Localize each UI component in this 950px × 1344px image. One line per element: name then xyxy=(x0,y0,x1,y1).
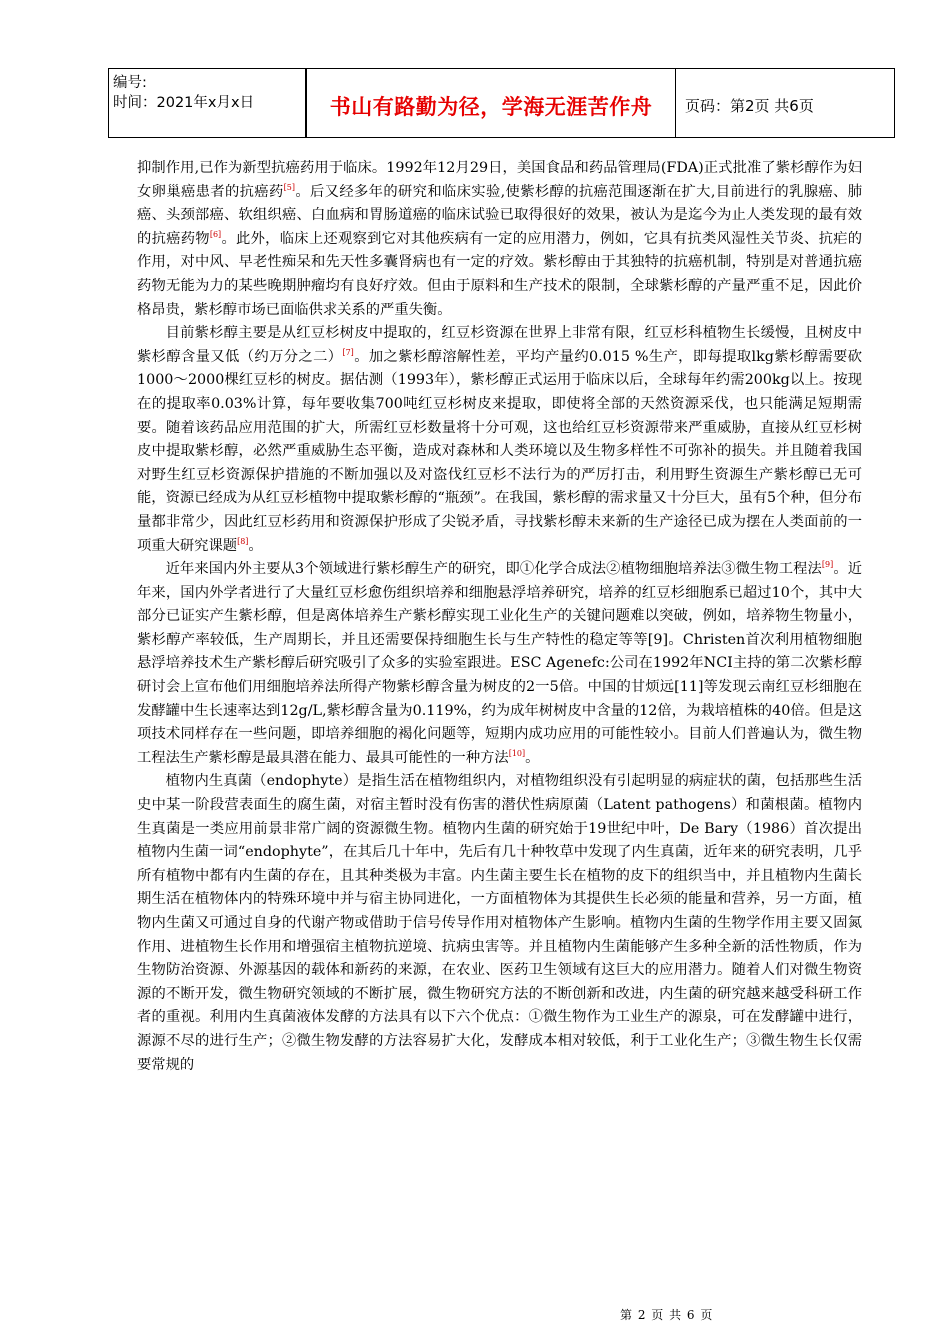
citation: [7] xyxy=(342,347,354,357)
paragraph-text: 。 xyxy=(248,537,263,554)
number-label: 编号: xyxy=(113,75,147,91)
paragraph-text: 。后又经多年的研究和临床实验,使紫杉醇的抗癌范围逐渐在扩大,目前进行的乳腺癌、肺癌、头颈部癌、软组织癌、白血病和胃肠道癌的临床试验已取得很好的效果，被认为是迄今为止人类发现的最有效的抗癌药物 xyxy=(137,183,863,247)
paragraph-text: 抑制作用,已作为新型抗癌药用于临床。1992年12月29日，美国食品和药品管理局(FDA)正式批准了紫杉醇作为妇女卵巢癌患者的抗癌药 xyxy=(137,160,862,200)
header-page-label: 页码：第2页 共6页 xyxy=(685,97,814,115)
paragraph-4: 植物内生真菌（endophyte）是指生活在植物组织内，对植物组织没有引起明显的病症状的菌，包括那些生活史中某一阶段营表面生的腐生菌，对宿主暂时没有伤害的潜伏性病原菌（Latent pathogens）和菌根菌。植物内生真菌是一类应用前景非常广阔的资源微生物。植物内生菌的研究始于19世纪中叶，De Bary（1986）首次提出植物内生菌一词“endophyte”，在其后几十年中，先后有几十种牧草中发现了内生真菌，近年来的研究表明，几乎所有植物中都有内生菌的存在，且其种类极为丰富。内生菌主要生长在植物的皮下的组织当中，并且植物内生菌长期生活在植物体内的特殊环境中并与宿主协同进化，一方面植物体为其提供生长必须的能量和营养，另一方面，植物内生菌又可通过自身的代谢产物或借助于信号传导作用对植物体产生影响。植物内生菌的生物学作用主要又固氮作用、进植物生长作用和增强宿主植物抗逆境、抗病虫害等。并且植物内生菌能够产生多种全新的活性物质，作为生物防治资源、外源基因的载体和新药的来源，在农业、医药卫生领域有这巨大的应用潜力。随着人们对微生物资源的不断开发，微生物研究领域的不断扩展，微生物研究方法的不断创新和改进，内生菌的研究越来越受科研工作者的重视。利用内生真菌液体发酵的方法具有以下六个优点：①微生物作为工业生产的源泉，可在发酵罐中进行，源源不尽的进行生产；②微生物发酵的方法容易扩大化，发酵成本相对较低，利于工业化生产；③微生物生长仅需要常规的 xyxy=(137,773,862,1073)
page-header xyxy=(108,68,895,138)
header-info xyxy=(113,73,254,113)
citation: [8] xyxy=(237,536,249,546)
paragraph-2 xyxy=(137,322,862,558)
paragraph-text: 目前紫杉醇主要是从红豆杉树皮中提取的，红豆杉资源在世界上非常有限，红豆杉科植物生长缓慢，且树皮中紫杉醇含量又低（约万分之二） xyxy=(137,325,862,365)
citation: [10] xyxy=(508,748,526,758)
citation: [6] xyxy=(209,229,222,239)
paragraph-3 xyxy=(137,558,862,770)
citation: [5] xyxy=(283,182,295,192)
header-divider-right xyxy=(675,69,676,137)
paragraph-text: 。近年来，国内外学者进行了大量红豆杉愈伤组织培养和细胞悬浮培养研究，培养的红豆杉细胞系已超过10个，其中大部分已证实产生紫杉醇，但是离体培养生产紫杉醇实现工业化生产的关键问题难以突破，例如，培养物生物量小，紫杉醇产率较低，生产周期长，并且还需要保持细胞生长与生产特性的稳定等等[9]。Christen首次利用植物细胞悬浮培养技术生产紫杉醇后研究吸引了众多的实验室跟进。ESC Agenefc:公司在1992年NCI主持的第二次紫杉醇研讨会上宣布他们用细胞培养法所得产物紫杉醇含量为树皮的2一5倍。中国的甘烦远[11]等发现云南红豆杉细胞在发酵罐中生长速率达到12g/L,紫杉醇含量为0.119%，约为成年树树皮中含量的12倍，为栽培植株的40倍。但是这项技术同样存在一些问题，即培养细胞的褐化问题等，短期内成功应用的可能性较小。目前人们普遍认为，微生物工程法生产紫杉醇是最具潜在能力、最具可能性的一种方法 xyxy=(137,561,863,766)
paragraph-text: 近年来国内外主要从3个领域进行紫杉醇生产的研究，即①化学合成法②植物细胞培养法③微生物工程法 xyxy=(165,561,822,578)
paragraph-text: 。此外，临床上还观察到它对其他疾病有一定的应用潜力，例如，它具有抗类风湿性关节炎、抗疟的作用，对中风、早老性痴呆和先天性多囊肾病也有一定的疗效。紫杉醇由于其独特的抗癌机制，特别是对普通抗癌药物无能为力的某些晚期肿瘤均有良好疗效。但由于原料和生产技术的限制，全球紫杉醇的产量严重不足，因此价格昂贵，紫杉醇市场已面临供求关系的严重失衡。 xyxy=(137,230,863,318)
paragraph-1 xyxy=(137,157,862,322)
page-footer: 第 2 页 共 6 页 xyxy=(620,1308,714,1322)
paragraph-text: 。加之紫杉醇溶解性差，平均产量约0.015 %生产，即每提取lkg紫杉醇需要砍1000～2000棵红豆杉的树皮。据估测（1993年），紫杉醇正式运用于临床以后，全球每年约需200kg以上。按现在的提取率0.03%计算，每年要收集700吨红豆杉树皮来提取，即使将全部的天然资源采伐，也只能满足短期需要。随着该药品应用范围的扩大，所需红豆杉数量将十分可观，这也给红豆杉资源带来严重威胁，直接从红豆杉树皮中提取紫杉醇，必然严重威胁生态平衡，造成对森林和人类环境以及生物多样性不可弥补的损失。并且随着我国对野生红豆杉资源保护措施的不断加强以及对盗伐红豆杉不法行为的严厉打击，利用野生资源生产紫杉醇已无可能，资源已经成为从红豆杉植物中提取紫杉醇的“瓶颈”。在我国，紫杉醇的需求量又十分巨大，虽有5个种，但分布量都非常少，因此红豆杉药用和资源保护形成了尖锐矛盾，寻找紫杉醇未来新的生产途径已成为摆在人类面前的一项重大研究课题 xyxy=(137,348,862,554)
document-body xyxy=(137,157,862,1077)
date-label: 时间：2021年x月x日 xyxy=(113,95,255,111)
citation: [9] xyxy=(821,560,834,570)
paragraph-text: 。 xyxy=(525,749,540,766)
header-motto: 书山有路勤为径，学海无涯苦作舟 xyxy=(329,95,653,119)
